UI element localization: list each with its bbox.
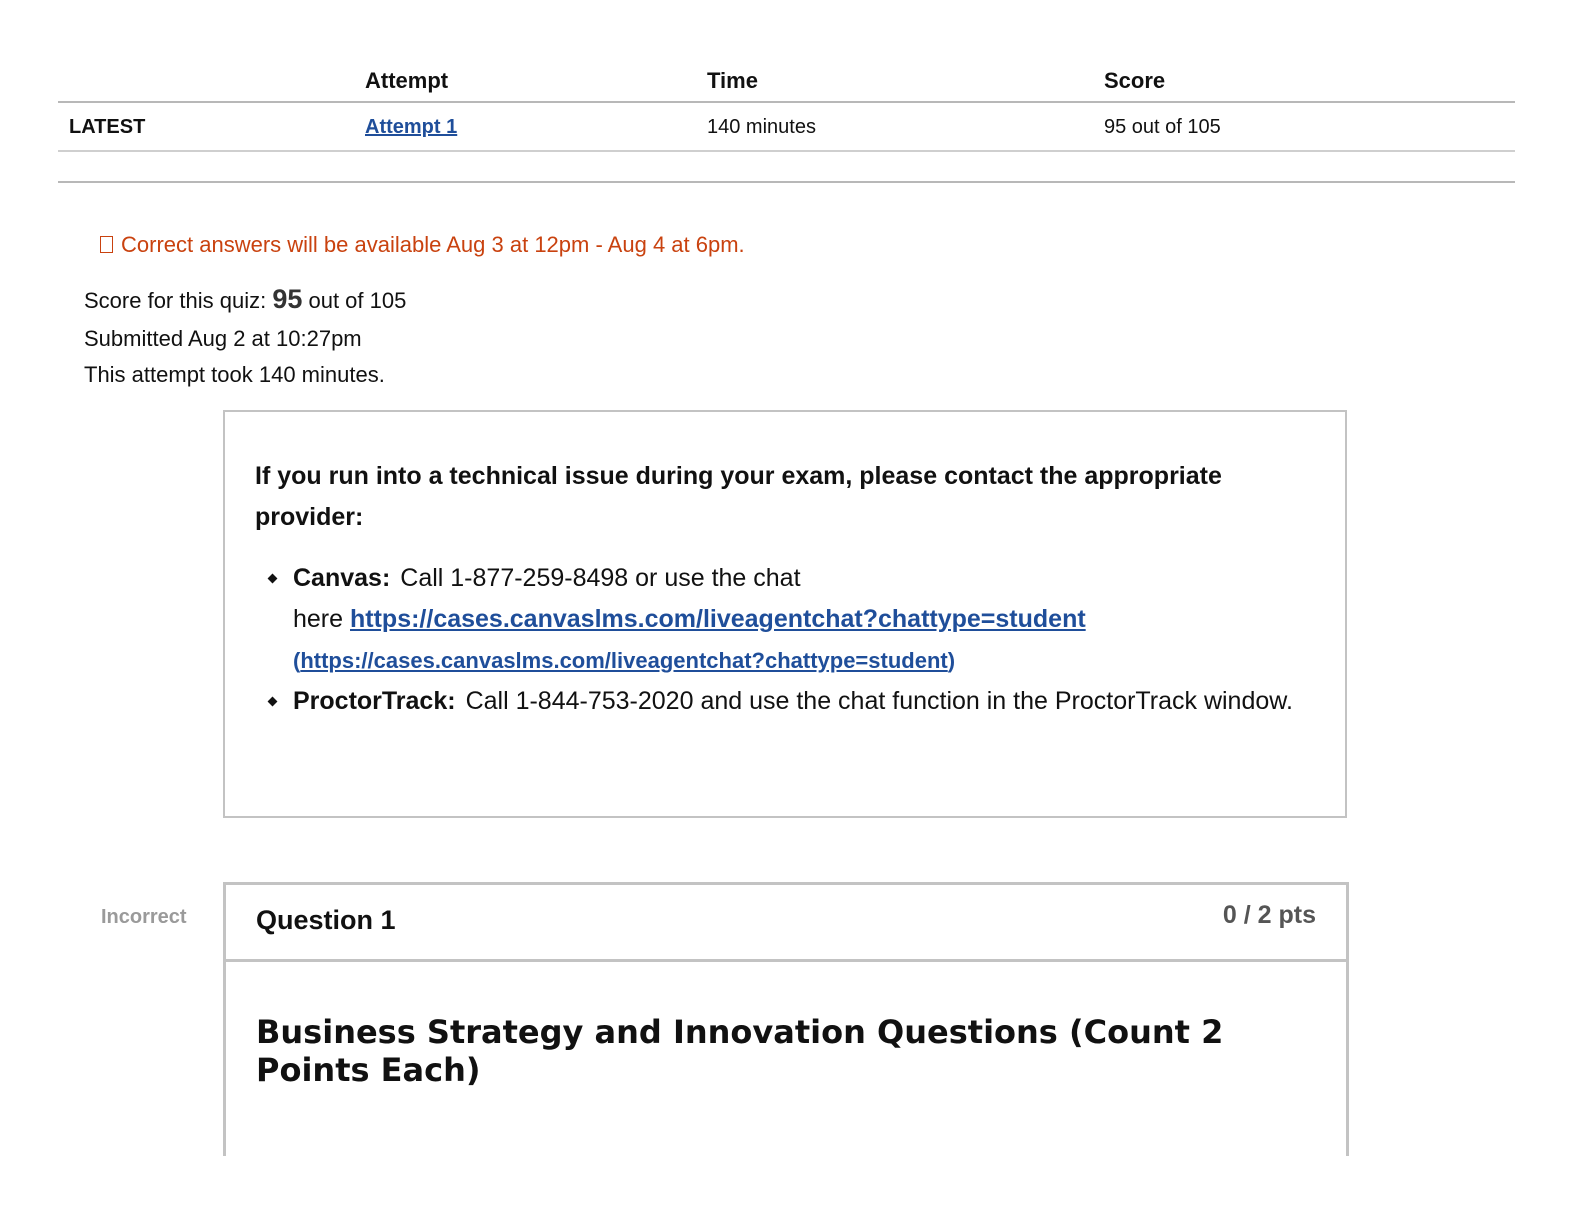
paren-close: )	[947, 648, 956, 673]
question-card	[223, 882, 1349, 1182]
column-header-attempt: Attempt	[365, 68, 449, 93]
question-title: Question 1	[256, 905, 396, 935]
score-value: 95	[272, 284, 303, 314]
quiz-score	[84, 284, 406, 315]
column-header-score: Score	[1104, 68, 1166, 93]
correct-answers-notice	[100, 232, 745, 258]
score-suffix: out of 105	[308, 288, 407, 313]
proctortrack-text: Call 1-844-753-2020 and use the chat function in the ProctorTrack window.	[465, 687, 1293, 715]
question-header	[226, 885, 1346, 962]
info-icon	[100, 236, 113, 253]
canvas-chat-link-secondary[interactable]: https://cases.canvaslms.com/liveagentchat?chattype=student	[300, 648, 948, 673]
bullet-icon	[268, 697, 278, 707]
canvas-here-text: here	[293, 605, 344, 633]
question-status-label: Incorrect	[101, 906, 187, 928]
column-header-time: Time	[707, 68, 758, 93]
table-header-divider	[58, 101, 1515, 103]
provider-name-canvas: Canvas:	[293, 564, 391, 592]
latest-label: LATEST	[69, 116, 146, 138]
table-row-divider	[58, 150, 1515, 152]
attempt-duration: This attempt took 140 minutes.	[84, 362, 385, 387]
submitted-time: Submitted Aug 2 at 10:27pm	[84, 326, 362, 351]
canvas-chat-link[interactable]: https://cases.canvaslms.com/liveagentchat?chattype=student	[350, 605, 1086, 633]
section-divider	[58, 181, 1515, 183]
list-item	[255, 681, 1335, 722]
provider-name-proctortrack: ProctorTrack:	[293, 687, 456, 715]
score-prefix: Score for this quiz:	[84, 288, 267, 313]
canvas-chat-link-paren	[293, 648, 955, 673]
provider-list	[255, 558, 1335, 722]
attempt-time: 140 minutes	[707, 116, 816, 138]
question-points: 0 / 2 pts	[1222, 901, 1316, 929]
technical-issue-panel	[223, 410, 1347, 818]
list-item	[255, 558, 1335, 681]
canvas-call-text: Call 1-877-259-8498 or use the chat	[400, 564, 801, 592]
paren-open: (	[293, 648, 301, 673]
page-bottom-margin	[0, 1156, 1584, 1224]
bullet-icon	[268, 574, 278, 584]
notice-text: Correct answers will be available Aug 3 at 12pm - Aug 4 at 6pm.	[121, 232, 745, 257]
question-body-title: Business Strategy and Innovation Questions (Count 2 Points Each)	[256, 1013, 1224, 1089]
provider-heading: If you run into a technical issue during your exam, please contact the appropriate provider:	[255, 462, 1222, 531]
attempt-score: 95 out of 105	[1104, 116, 1221, 138]
attempt-1-link[interactable]: Attempt 1	[365, 116, 458, 138]
